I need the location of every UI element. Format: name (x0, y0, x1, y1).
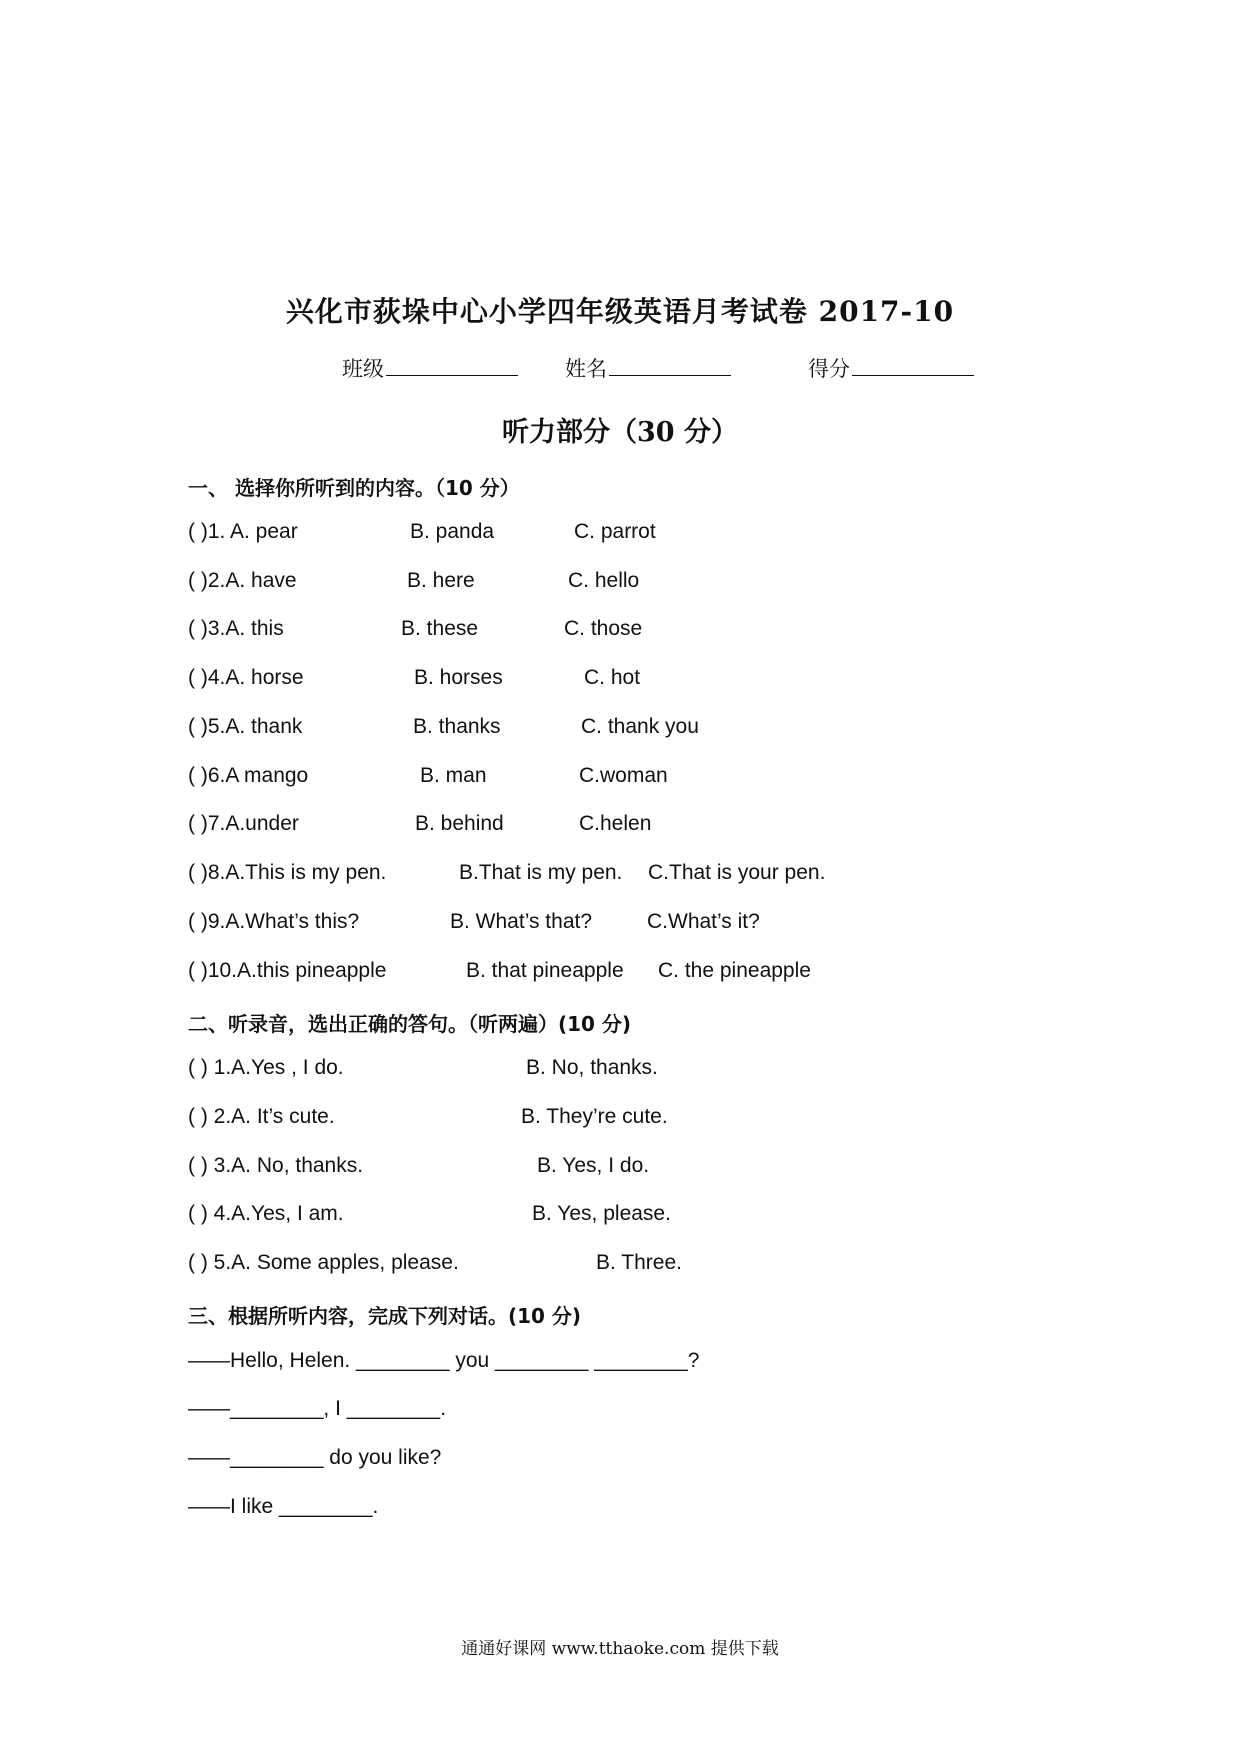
option-b: B. here (407, 569, 475, 592)
class-field (342, 353, 518, 383)
part1-title: 一、 选择你所听到的内容。（10 分） (188, 476, 520, 500)
option-a: ( )10.A.this pineapple (188, 959, 387, 982)
class-label: 班级 (342, 358, 384, 381)
option-a: ( ) 1.A.Yes , I do. (188, 1056, 344, 1079)
dialogue-line: ——Hello, Helen. ________ you ________ ________? (188, 1349, 700, 1372)
option-a: ( )1. A. pear (188, 520, 298, 543)
score-label: 得分 (808, 358, 850, 381)
option-c: C. hot (584, 666, 641, 689)
option-b: B. Yes, I do. (537, 1154, 650, 1177)
option-b: B. They’re cute. (521, 1105, 668, 1128)
option-b: B. that pineapple (466, 959, 624, 982)
name-field (565, 353, 731, 383)
option-c: C. thank you (581, 715, 699, 738)
option-a: ( ) 5.A. Some apples, please. (188, 1251, 459, 1274)
dialogue-line: ——I like ________. (188, 1495, 379, 1518)
option-b: B. man (420, 764, 487, 787)
part3-title: 三、根据所听内容，完成下列对话。(10 分) (188, 1304, 582, 1328)
dialogue-line: ——________ do you like? (188, 1446, 442, 1469)
option-a: ( )7.A.under (188, 812, 299, 835)
option-c: C. those (564, 617, 643, 640)
option-c: C.woman (579, 764, 668, 787)
footer-source: 通通好课网 www.tthaoke.com 提供下载 (461, 1639, 779, 1659)
option-b: B. behind (415, 812, 504, 835)
option-c: C.What’s it? (647, 910, 760, 933)
part2-title: 二、听录音，选出正确的答句。（听两遍）(10 分) (188, 1012, 632, 1036)
option-a: ( )3.A. this (188, 617, 284, 640)
option-b: B. panda (410, 520, 495, 543)
listening-section-heading: 听力部分（30 分） (502, 417, 738, 448)
class-blank[interactable] (386, 355, 518, 376)
option-c: C. hello (568, 569, 640, 592)
option-a: ( )5.A. thank (188, 715, 303, 738)
option-b: B. horses (414, 666, 503, 689)
option-b: B. Yes, please. (532, 1202, 671, 1225)
option-c: C. the pineapple (658, 959, 811, 982)
option-a: ( )4.A. horse (188, 666, 304, 689)
option-a: ( ) 4.A.Yes, I am. (188, 1202, 344, 1225)
option-b: B. thanks (413, 715, 501, 738)
name-label: 姓名 (565, 358, 607, 381)
option-a: ( )2.A. have (188, 569, 297, 592)
score-blank[interactable] (852, 355, 974, 376)
option-a: ( ) 3.A. No, thanks. (188, 1154, 364, 1177)
option-b: B. Three. (596, 1251, 682, 1274)
exam-title: 兴化市荻垛中心小学四年级英语月考试卷 2017-10 (285, 295, 955, 328)
option-a: ( )9.A.What’s this? (188, 910, 360, 933)
name-blank[interactable] (609, 355, 731, 376)
option-a: ( ) 2.A. It’s cute. (188, 1105, 335, 1128)
option-a: ( )6.A mango (188, 764, 309, 787)
option-b: B.That is my pen. (459, 861, 623, 884)
option-b: B. No, thanks. (526, 1056, 658, 1079)
option-c: C. parrot (574, 520, 656, 543)
option-c: C.helen (579, 812, 652, 835)
option-c: C.That is your pen. (648, 861, 826, 884)
option-b: B. these (401, 617, 479, 640)
dialogue-line: ——________, I ________. (188, 1397, 447, 1420)
score-field (808, 353, 974, 383)
option-a: ( )8.A.This is my pen. (188, 861, 387, 884)
option-b: B. What’s that? (450, 910, 593, 933)
